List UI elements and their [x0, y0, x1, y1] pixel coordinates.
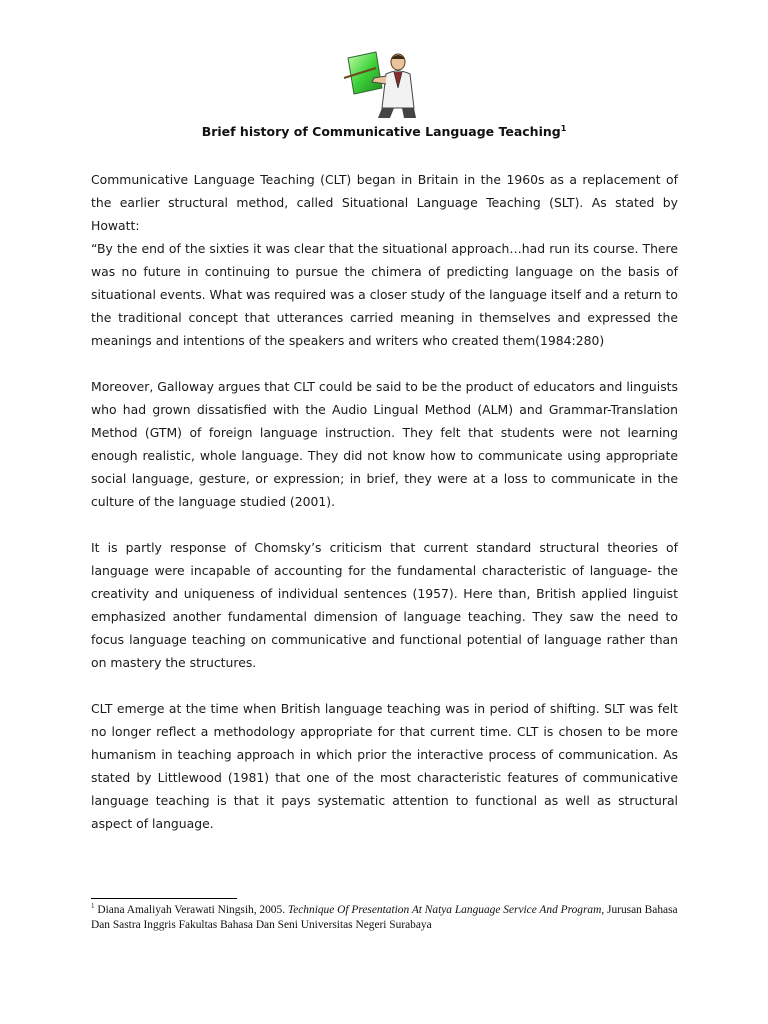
footnote [91, 903, 691, 933]
document-title [0, 124, 768, 139]
footnote-author: Diana Amaliyah Verawati Ningsih, 2005. [94, 904, 288, 916]
paragraph-1: Communicative Language Teaching (CLT) began in Britain in the 1960s as a replacement of the earlier structural method, called Situational Language Teaching (SLT). As stated by Howatt: [91, 172, 678, 233]
paragraph-4: It is partly response of Chomsky’s criticism that current standard structural theories of language were incapable of accounting for the fundamental characteristic of language- the creativity and uniqueness of individual sentences (1957). Here than, British applied linguist emphasized another fundamental dimension of language teaching. They saw the need to focus language teaching on communicative and functional potential of language rather than on mastery the structures. [91, 540, 678, 670]
paragraph-5: CLT emerge at the time when British language teaching was in period of shifting. SLT was felt no longer reflect a methodology appropriate for that current time. CLT is chosen to be more humanism in teaching approach in which prior the interactive process of communication. As stated by Littlewood (1981) that one of the most characteristic features of communicative language teaching is that it pays systematic attention to functional as well as structural aspect of language. [91, 701, 678, 831]
paragraph-3: Moreover, Galloway argues that CLT could be said to be the product of educators and linguists who had grown dissatisfied with the Audio Lingual Method (ALM) and Grammar-Translation Method (GTM) of foreign language instruction. They felt that students were not learning enough realistic, whole language. They did not know how to communicate using appropriate social language, gesture, or expression; in brief, they were at a loss to communicate in the culture of the language studied (2001). [91, 379, 678, 509]
footnote-rest: , Jurusan Bahasa Dan Sastra Inggris Fakultas Bahasa Dan Seni Universitas Negeri Surabaya [91, 904, 678, 931]
footnote-separator [91, 898, 237, 899]
teacher-at-board-icon [342, 48, 426, 120]
footnote-mark: 1 [91, 902, 95, 911]
title-footnote-mark: 1 [560, 123, 567, 133]
title-text: Brief history of Communicative Language Teaching [201, 124, 561, 139]
paragraph-2-quote: “By the end of the sixties it was clear that the situational approach…had run its course. There was no future in continuing to pursue the chimera of predicting language on the basis of situational events. What was required was a closer study of the language itself and a return to the traditional concept that utterances carried meaning in themselves and expressed the meanings and intentions of the speakers and writers who created them(1984:280) [91, 241, 678, 348]
document-body [91, 168, 678, 835]
footnote-work-title: Technique Of Presentation At Natya Language Service And Program [287, 904, 602, 916]
